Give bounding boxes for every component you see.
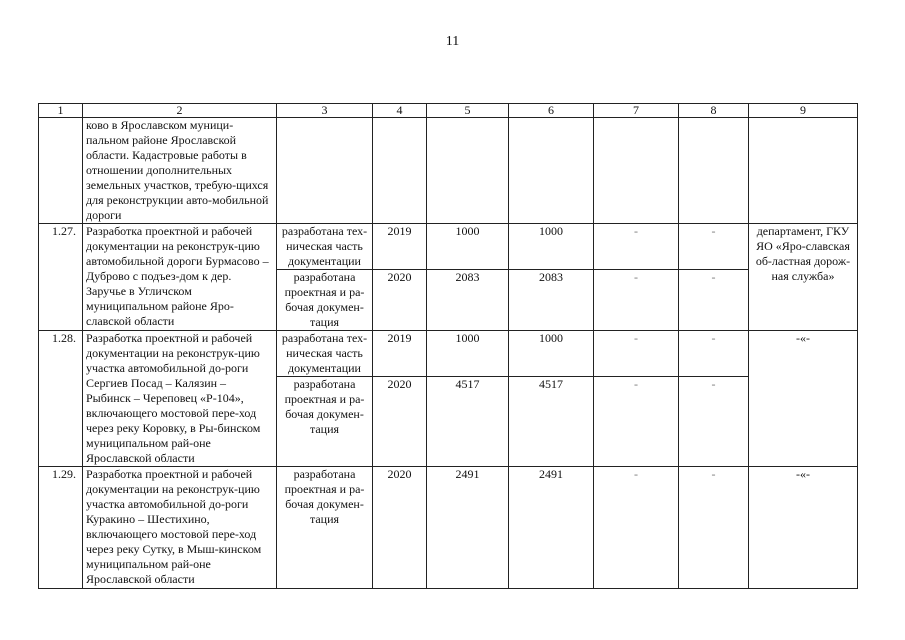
stage-value-5: 1000: [427, 331, 509, 377]
stage-value-8: -: [679, 377, 749, 467]
stage-value-8: -: [679, 270, 749, 331]
stage-year: 2019: [373, 331, 427, 377]
column-header: 8: [679, 104, 749, 118]
stage-value-8: -: [679, 467, 749, 589]
row-executor: -«-: [749, 331, 858, 467]
stage-value-5: 2491: [427, 467, 509, 589]
stage-value-6: 1000: [509, 331, 594, 377]
stage-value-6: 1000: [509, 224, 594, 270]
column-header: 3: [277, 104, 373, 118]
table-row: [39, 331, 858, 377]
continuation-description: ково в Ярославском муници-пальном районе Ярославской области. Кадастровые работы в отношении дополнительных земельных участков, требую-щихся для реконструкции авто-мобильной дороги: [83, 118, 277, 224]
stage-year: 2020: [373, 377, 427, 467]
stage-value-7: -: [594, 467, 679, 589]
stage-result: разработана тех-ническая часть документации: [277, 331, 373, 377]
table-row: [39, 224, 858, 270]
stage-year: 2020: [373, 270, 427, 331]
column-header: 7: [594, 104, 679, 118]
header-row: [39, 104, 858, 118]
row-number: 1.28.: [39, 331, 83, 467]
stage-result: разработана проектная и ра-бочая докумен-тация: [277, 270, 373, 331]
continuation-row: [39, 118, 858, 224]
stage-value-8: -: [679, 331, 749, 377]
row-number: 1.27.: [39, 224, 83, 331]
table-row: [39, 467, 858, 589]
stage-value-5: 1000: [427, 224, 509, 270]
column-header: 9: [749, 104, 858, 118]
column-header: 1: [39, 104, 83, 118]
stage-value-8: -: [679, 224, 749, 270]
stage-value-6: 2491: [509, 467, 594, 589]
stage-year: 2019: [373, 224, 427, 270]
stage-result: разработана проектная и ра-бочая докумен-тация: [277, 467, 373, 589]
stage-result: разработана тех-ническая часть документации: [277, 224, 373, 270]
row-description: Разработка проектной и рабочей документации на реконструк-цию участка автомобильной до-роги Куракино – Шестихино, включающего мостовой пере-ход через реку Сутку, в Мыш-кинском муниципальном рай-оне Ярославской области: [83, 467, 277, 589]
stage-year: 2020: [373, 467, 427, 589]
stage-value-7: -: [594, 377, 679, 467]
stage-value-7: -: [594, 331, 679, 377]
stage-value-6: 4517: [509, 377, 594, 467]
stage-value-7: -: [594, 224, 679, 270]
stage-result: разработана проектная и ра-бочая докумен-тация: [277, 377, 373, 467]
stage-value-7: -: [594, 270, 679, 331]
row-number: 1.29.: [39, 467, 83, 589]
column-header: 2: [83, 104, 277, 118]
row-executor: департамент, ГКУ ЯО «Яро-славская об-ластная дорож-ная служба»: [749, 224, 858, 331]
column-header: 5: [427, 104, 509, 118]
column-header: 6: [509, 104, 594, 118]
column-header: 4: [373, 104, 427, 118]
program-table: [38, 103, 858, 589]
stage-value-5: 2083: [427, 270, 509, 331]
stage-value-6: 2083: [509, 270, 594, 331]
page-number: 11: [445, 34, 460, 49]
row-description: Разработка проектной и рабочей документации на реконструк-цию участка автомобильной до-роги Сергиев Посад – Калязин – Рыбинск – Череповец «Р-104», включающего мостовой пере-ход через реку Коровку, в Ры-бинском муниципальном рай-оне Ярославской области: [83, 331, 277, 467]
row-description: Разработка проектной и рабочей документации на реконструк-цию автомобильной дороги Бурмасово – Дуброво с подъез-дом к дер. Заручье в Угличском муниципальном районе Яро-славской области: [83, 224, 277, 331]
stage-value-5: 4517: [427, 377, 509, 467]
row-executor: -«-: [749, 467, 858, 589]
